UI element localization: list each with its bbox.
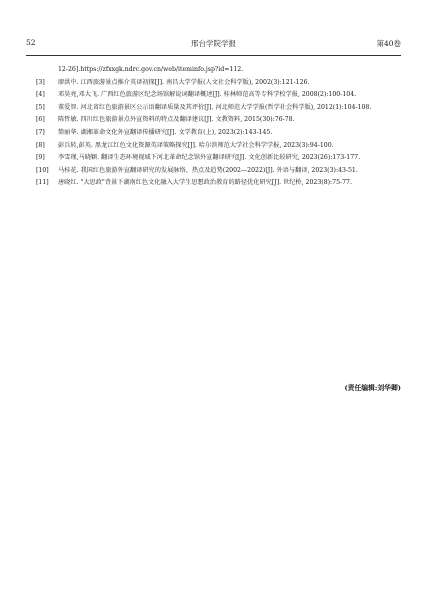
reference-text: 董爱智. 河北省红色旅游景区公示语翻译质量及其评价[J]. 河北师范大学学报(哲学社会科学版), 2012(1):104-108. [58,103,372,111]
header-rule [26,55,401,56]
reference-item [26,114,397,127]
reference-text: 李雪瑾,马晓颖. 翻译生态环境视域下河北革命纪念馆外宣翻译研究[J]. 文化创新比较研究, 2023(26):173-177. [58,154,361,162]
reference-continuation [26,64,397,77]
reference-item [26,165,397,178]
reference-text: 陈哲敏. 四川红色旅游景点外宣资料的特点及翻译建议[J]. 文教资料, 2015(30):76-78. [58,116,295,124]
reference-number: [9] [36,154,45,162]
editor-note: (责任编辑:刘华卿) [344,384,401,392]
reference-item [26,77,397,90]
reference-number: [6] [36,116,45,124]
journal-title: 邢台学院学报 [191,39,236,48]
volume-label: 第40卷 [376,39,401,48]
reference-text: 简丽华. 湖湘革命文化外宣翻译传播研究[J]. 文学教育(上), 2023(2):143-145. [58,128,273,136]
reference-text: 彭兵转,彭英. 黑龙江红色文化资源英译策略探究[J]. 哈尔滨师范大学社会科学学报, 2023(3):94-100. [58,141,334,149]
reference-text: 马桂花. 我国红色旅游外宣翻译研究的发展脉络、热点及趋势(2002—2022)[J]. 外语与翻译, 2023(3):43-51. [58,166,358,174]
reference-number: [11] [36,179,49,187]
reference-item [26,140,397,153]
reference-text: 廖洪中. 江西旅游景点推介英译初探[J]. 南昌大学学报(人文社会科学版), 2002(3):121-126. [58,78,310,86]
page-header [26,38,401,52]
reference-item [26,152,397,165]
reference-number: [10] [36,166,49,174]
reference-number: [3] [36,78,45,86]
reference-number: [4] [36,91,45,99]
reference-item [26,177,397,190]
reference-number: [7] [36,128,45,136]
reference-list [26,64,397,190]
reference-number: [8] [36,141,45,149]
reference-number: [5] [36,103,45,111]
page-number: 52 [26,38,36,47]
reference-item [26,102,397,115]
reference-item [26,89,397,102]
reference-item [26,127,397,140]
reference-text: 邓昊亮,邓大飞. 广西红色旅游区纪念场馆解说词翻译概述[J]. 桂林师范高等专科学校学报, 2008(2):100-104. [58,91,357,99]
reference-text: 12-26].https://zfxxgk.ndrc.gov.cn/web/iteminfo.jsp?id=112. [58,66,244,73]
reference-text: 唐晓红. "大思政"背景下湖南红色文化融入大学生思想政治教育的路径优化研究[J]. 世纪桥, 2023(8):75-77. [58,179,352,187]
